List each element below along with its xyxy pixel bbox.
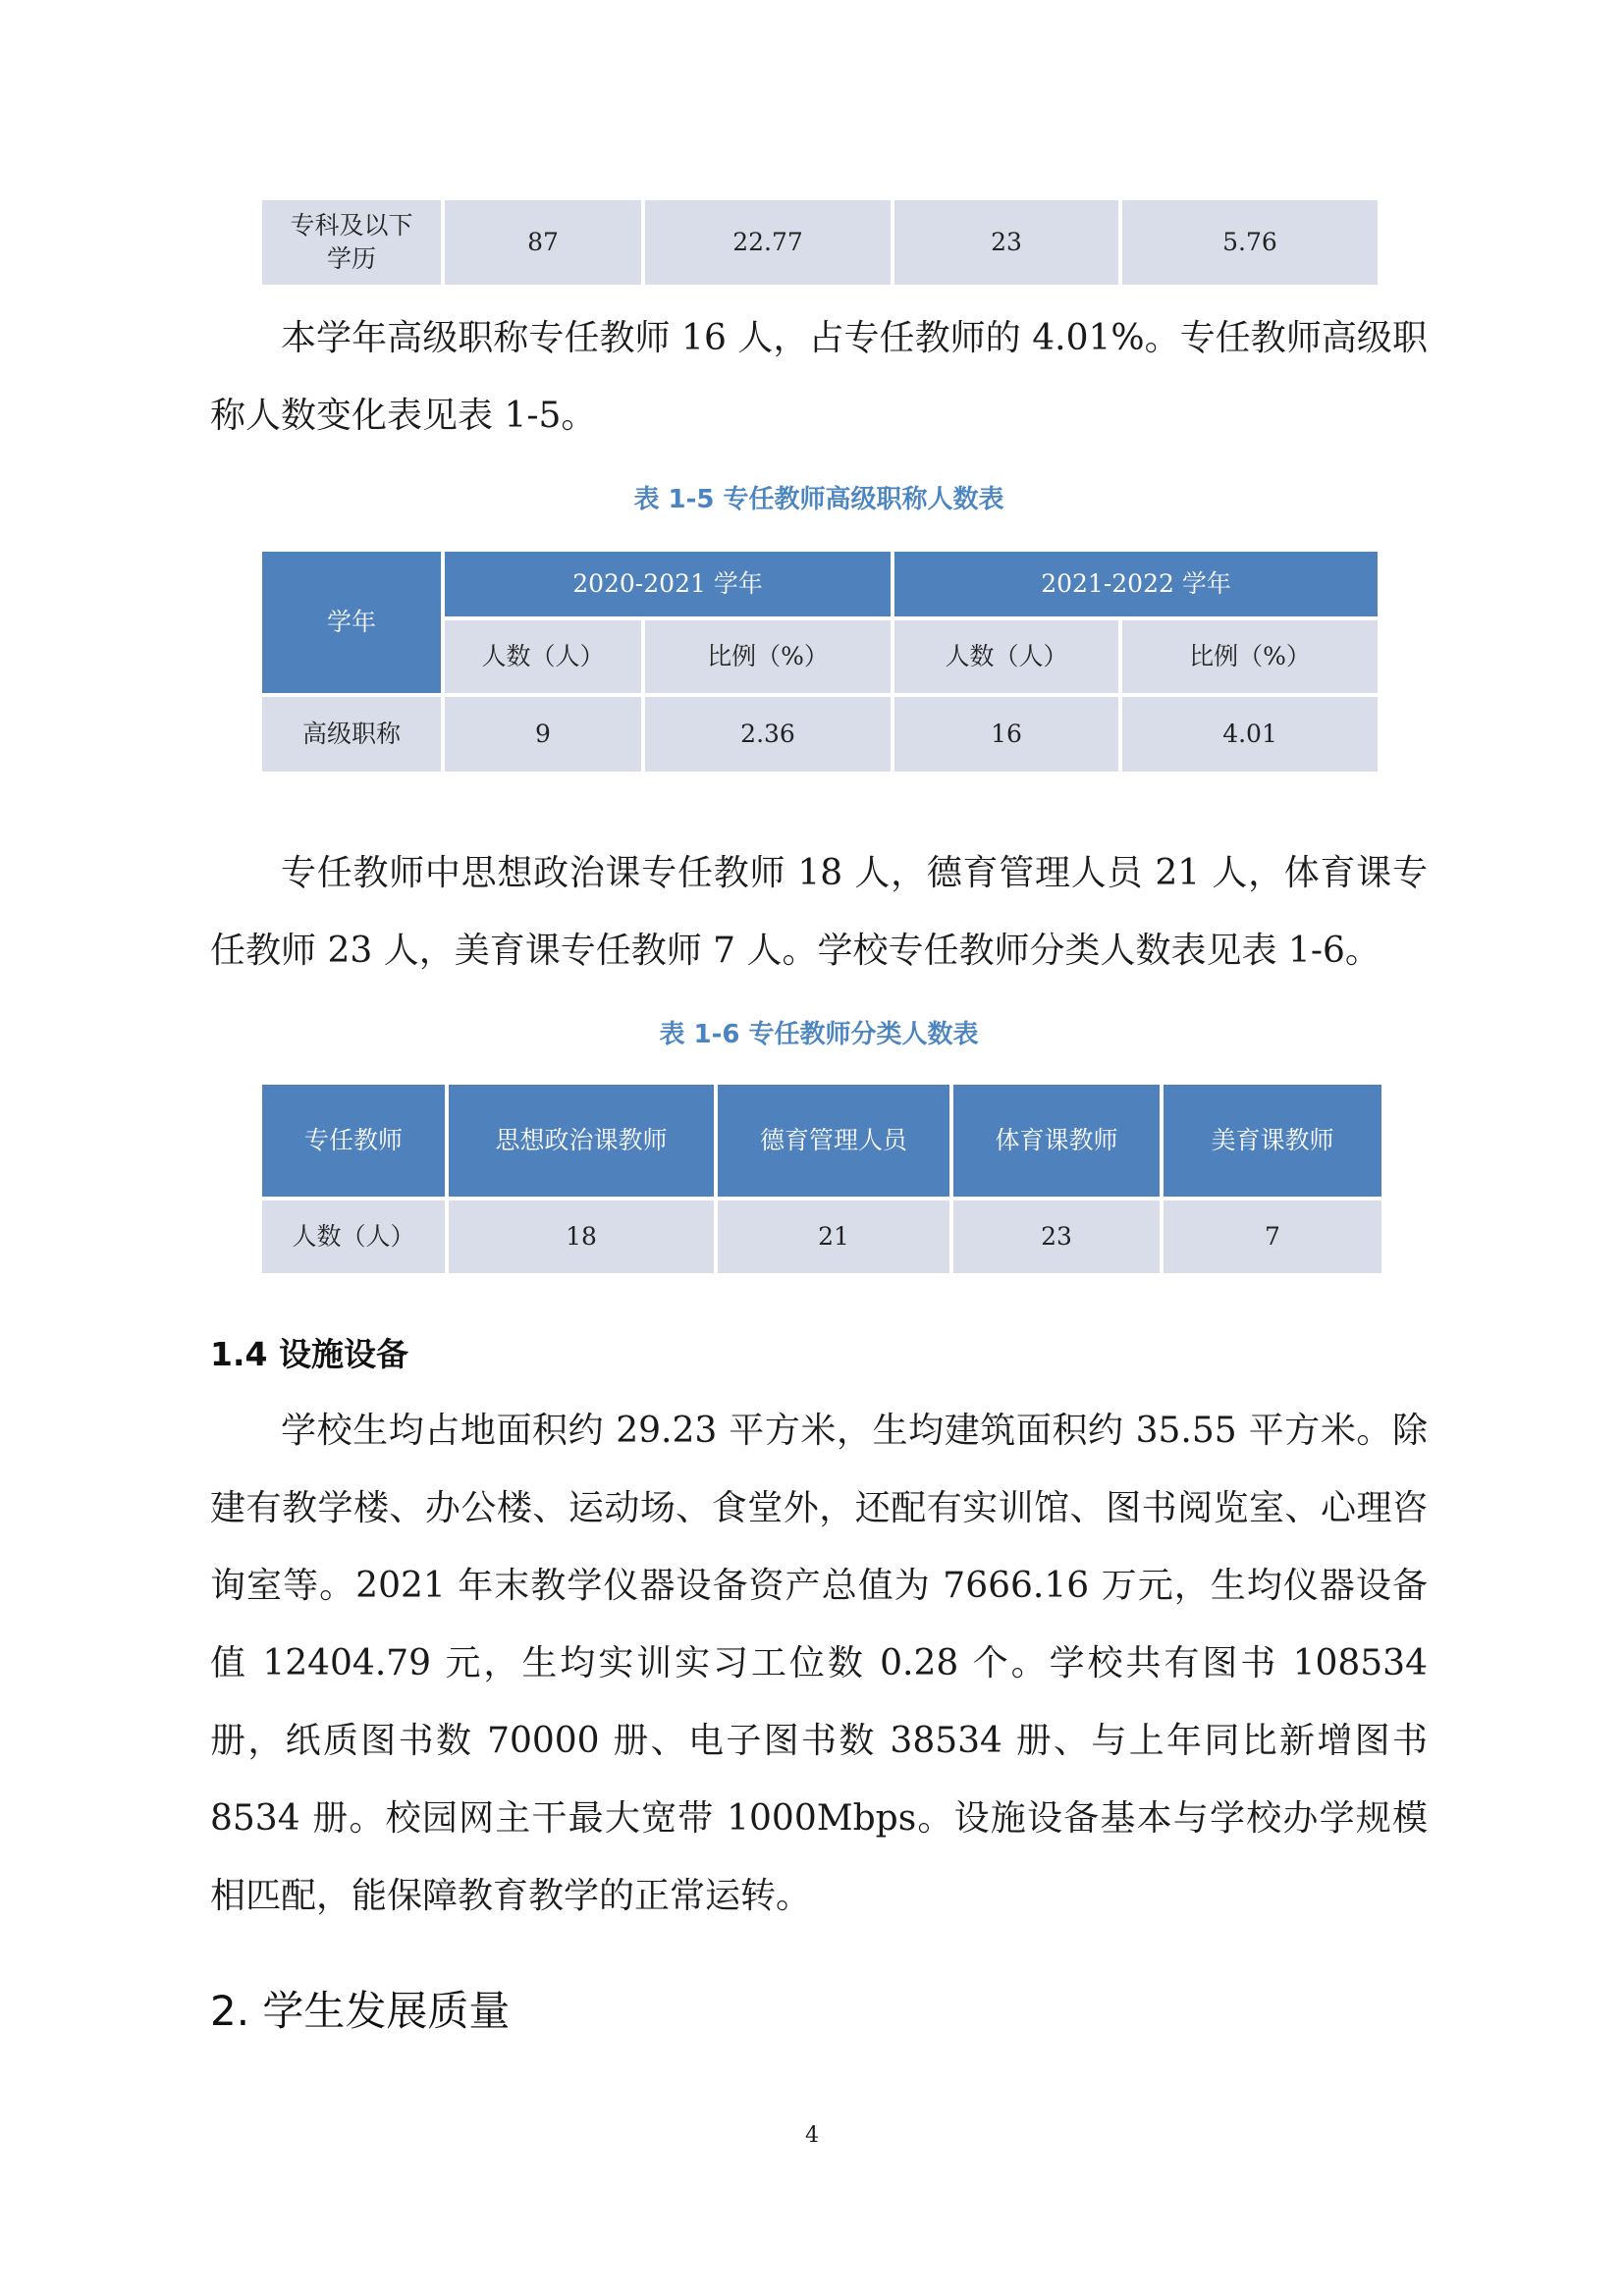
table-cell: 23 [953, 1201, 1160, 1273]
paragraph-senior-title: 本学年高级职称专任教师 16 人，占专任教师的 4.01%。专任教师高级职称人数变化表见表 1-5。 [210, 318, 1428, 436]
table-header-row [262, 552, 1378, 616]
table-subheader-cell: 比例（%） [645, 620, 891, 693]
table-senior-title-count [258, 548, 1381, 775]
table-row [262, 1201, 1381, 1273]
table-subheader-cell: 人数（人） [894, 620, 1118, 693]
table-header-cell: 德育管理人员 [718, 1085, 949, 1197]
table-continued-degree [258, 196, 1381, 289]
table-cell: 22.77 [645, 200, 891, 285]
paragraph-facilities: 学校生均占地面积约 29.23 平方米，生均建筑面积约 35.55 平方米。除建有教学楼、办公楼、运动场、食堂外，还配有实训馆、图书阅览室、心理咨询室等。2021 年末教学仪器设备资产总值为 7666.16 万元，生均仪器设备值 12404.79 元，生均实训实习工位数 0.28 个。学校共有图书 108534 册，纸质图书数 70000 册、电子图书数 38534 册、与上年同比新增图书 8534 册。校园网主干最大宽带 1000Mbps。设施设备基本与学校办学规模相匹配，能保障教育教学的正常运转。 [210, 1411, 1428, 1916]
table-teacher-categories [258, 1081, 1385, 1277]
section-heading: 1.4 设施设备 [210, 1335, 408, 1373]
table-header-cell: 体育课教师 [953, 1085, 1160, 1197]
table-cell: 4.01 [1122, 697, 1378, 772]
table-caption: 表 1-6 专任教师分类人数表 [659, 1020, 979, 1049]
table-cell: 23 [894, 200, 1118, 285]
table-cell: 7 [1164, 1201, 1381, 1273]
table-subheader-cell: 比例（%） [1122, 620, 1378, 693]
table-header-cell: 2020-2021 学年 [445, 552, 891, 616]
table-cell-label: 专科及以下 学历 [262, 200, 441, 285]
table-header-cell: 2021-2022 学年 [894, 552, 1378, 616]
table-header-row [262, 1085, 1381, 1197]
table-cell: 16 [894, 697, 1118, 772]
section-heading: 2. 学生发展质量 [210, 1987, 511, 2035]
table-subheader-cell: 人数（人） [445, 620, 641, 693]
table-row [262, 200, 1378, 285]
table-cell: 2.36 [645, 697, 891, 772]
table-cell-label: 高级职称 [262, 697, 441, 772]
table-cell: 18 [449, 1201, 714, 1273]
paragraph-teacher-categories: 专任教师中思想政治课专任教师 18 人，德育管理人员 21 人，体育课专任教师 23 人，美育课专任教师 7 人。学校专任教师分类人数表见表 1-6。 [210, 853, 1428, 971]
table-cell: 5.76 [1122, 200, 1378, 285]
table-cell: 21 [718, 1201, 949, 1273]
table-cell-label: 人数（人） [262, 1201, 445, 1273]
table-caption: 表 1-5 专任教师高级职称人数表 [633, 485, 1004, 514]
page-number: 4 [805, 2123, 819, 2148]
table-header-cell: 学年 [262, 552, 441, 693]
table-header-cell: 美育课教师 [1164, 1085, 1381, 1197]
table-header-cell: 专任教师 [262, 1085, 445, 1197]
table-header-cell: 思想政治课教师 [449, 1085, 714, 1197]
table-row [262, 697, 1378, 772]
table-cell: 9 [445, 697, 641, 772]
table-cell: 87 [445, 200, 641, 285]
